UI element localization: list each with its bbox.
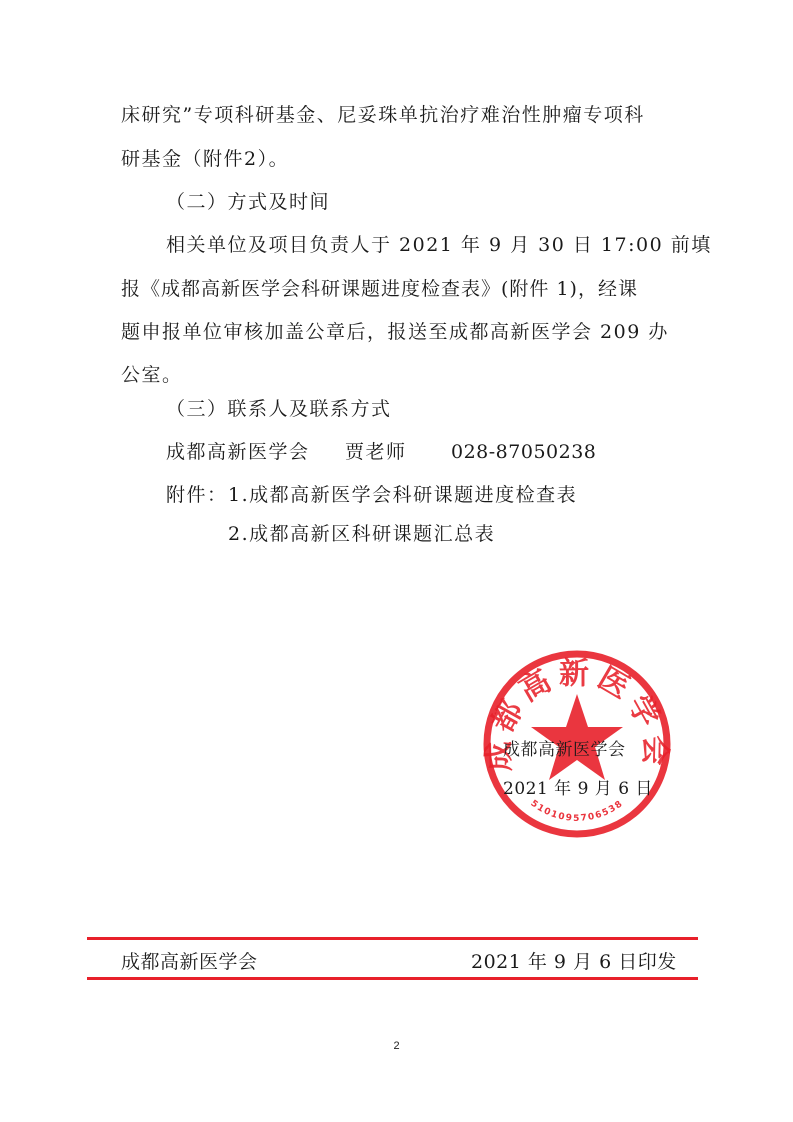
body-line-1: 床研究”专项科研基金、尼妥珠单抗治疗难治性肿瘤专项科 bbox=[121, 104, 645, 126]
footer-issue-date: 2021 年 9 月 6 日印发 bbox=[471, 951, 677, 973]
contact-person: 贾老师 bbox=[345, 441, 407, 463]
footer-bottom-rule bbox=[87, 977, 698, 980]
svg-text:5101095706538 bbox=[528, 799, 625, 824]
seal-star-icon bbox=[531, 694, 623, 780]
seal-arc-text: 成都高新医学会 bbox=[481, 656, 673, 772]
footer-org: 成都高新医学会 bbox=[121, 951, 258, 973]
section2-heading: （二）方式及时间 bbox=[166, 191, 331, 213]
attachment-1: 1.成都高新医学会科研课题进度检查表 bbox=[228, 484, 578, 506]
section2-line-2: 报《成都高新医学会科研课题进度检查表》(附件 1)，经课 bbox=[121, 278, 638, 300]
signature-date: 2021 年 9 月 6 日 bbox=[503, 779, 653, 799]
body-line-2: 研基金（附件2）。 bbox=[121, 148, 290, 170]
contact-phone: 028-87050238 bbox=[451, 441, 597, 463]
section2-line-4: 公室。 bbox=[121, 364, 183, 386]
section2-line-3: 题申报单位审核加盖公章后，报送至成都高新医学会 209 办 bbox=[121, 321, 669, 343]
seal-serial: 5101095706538 bbox=[528, 798, 626, 824]
attachment-2: 2.成都高新区科研课题汇总表 bbox=[228, 523, 496, 545]
page-number: 2 bbox=[393, 1040, 400, 1052]
attachments-label: 附件： bbox=[166, 484, 228, 506]
section3-heading: （三）联系人及联系方式 bbox=[166, 398, 392, 420]
signature-org: 成都高新医学会 bbox=[503, 740, 626, 760]
contact-org: 成都高新医学会 bbox=[166, 441, 310, 463]
section2-line-1: 相关单位及项目负责人于 2021 年 9 月 30 日 17:00 前填 bbox=[166, 234, 712, 256]
footer-top-rule bbox=[87, 937, 698, 940]
